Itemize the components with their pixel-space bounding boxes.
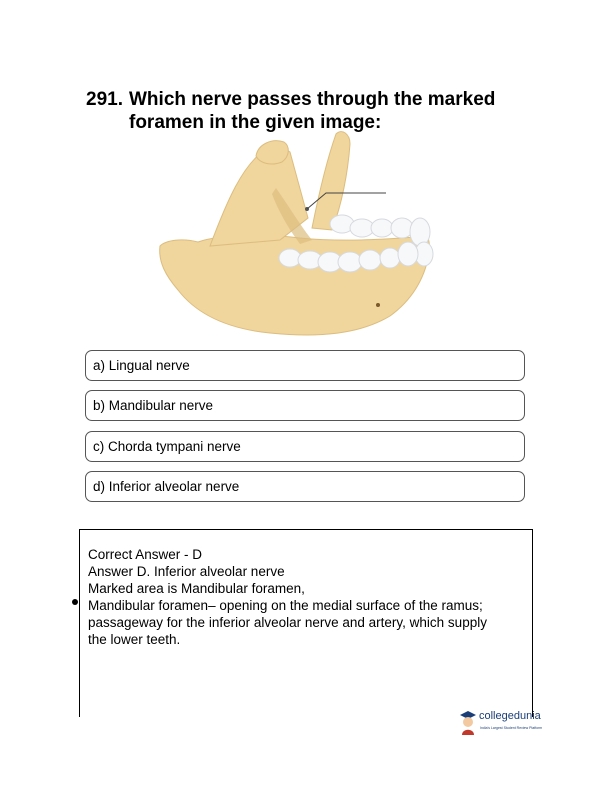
option-a[interactable]: a) Lingual nerve — [85, 350, 525, 381]
explanation-line-3: the lower teeth. — [88, 632, 181, 647]
answer-line: Answer D. Inferior alveolar nerve — [88, 564, 285, 579]
correct-answer: Correct Answer - D — [88, 547, 203, 562]
mandible-illustration — [150, 128, 450, 348]
option-d[interactable]: d) Inferior alveolar nerve — [85, 471, 525, 502]
option-c[interactable]: c) Chorda tympani nerve — [85, 431, 525, 462]
explanation-line-2: passageway for the inferior alveolar nerve and artery, which supply — [88, 615, 487, 630]
graduate-icon — [458, 709, 478, 735]
collegedunia-logo — [458, 707, 558, 739]
logo-name: collegedunia — [479, 710, 541, 722]
answer-box — [79, 529, 533, 717]
option-b[interactable]: b) Mandibular nerve — [85, 390, 525, 421]
question-text: Which nerve passes through the marked foramen in the given image: — [129, 89, 496, 133]
marked-area-text: Marked area is Mandibular foramen, — [88, 581, 305, 596]
mental-foramen-dot — [376, 303, 380, 307]
explanation-line-1: Mandibular foramen– opening on the medial surface of the ramus; — [88, 598, 483, 613]
question-number: 291. — [86, 89, 123, 110]
logo-tagline: India's Largest Student Review Platform — [480, 726, 543, 730]
condyle — [256, 141, 288, 164]
bullet-icon — [72, 599, 78, 605]
